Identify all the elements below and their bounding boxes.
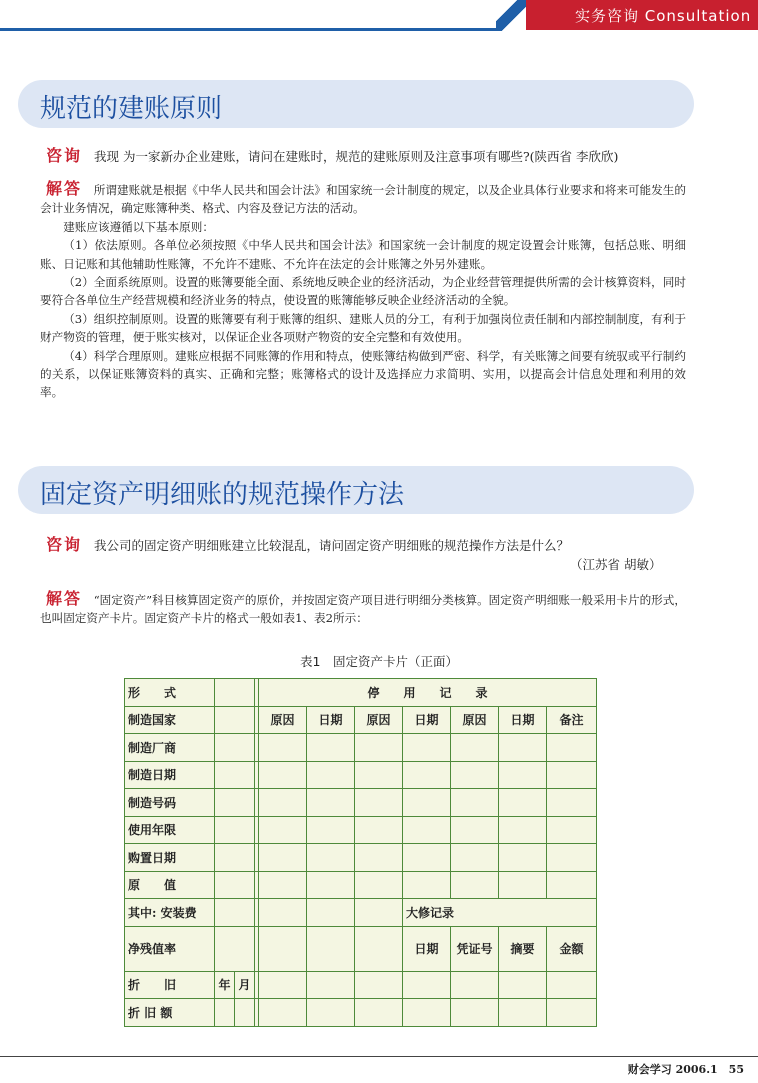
column-header: 凭证号 xyxy=(451,926,499,971)
answer-paragraph: “固定资产”科目核算固定资产的原价，并按固定资产项目进行明细分类核算。固定资产明细账一般采用卡片的形式，也叫固定资产卡片。固定资产卡片的格式一般如表1、表2所示： xyxy=(40,593,686,626)
answer-label: 解答 xyxy=(46,179,83,198)
footer-rule xyxy=(0,1056,758,1057)
column-header: 备注 xyxy=(547,706,597,734)
table-cell xyxy=(215,706,255,734)
header-rule xyxy=(0,28,520,31)
answer-paragraph: 建账应该遵循以下基本原则： xyxy=(63,219,214,234)
row-label: 购置日期 xyxy=(125,844,215,872)
row-label: 折 旧 xyxy=(125,971,215,999)
table-row xyxy=(125,789,597,817)
section-title: 规范的建账原则 xyxy=(40,94,223,124)
answer-intro xyxy=(40,180,686,218)
table-row xyxy=(125,706,597,734)
row-label: 制造国家 xyxy=(125,706,215,734)
answer-paragraph: （4）科学合理原则。建账应根据不同账簿的作用和特点，使账簿结构做到严密、科学，有关账簿之间要有统驭或平行制约的关系，以保证账簿资料的真实、正确和完整；账簿格式的设计及选择应力求简明、实用，以提高会计信息处理和利用的效率。 xyxy=(40,348,686,400)
column-header: 摘要 xyxy=(499,926,547,971)
question-source: （江苏省 胡敏） xyxy=(570,557,662,572)
table-row xyxy=(125,844,597,872)
table-row xyxy=(125,899,597,927)
question-label: 咨询 xyxy=(46,146,83,165)
row-label: 使用年限 xyxy=(125,816,215,844)
section-title: 固定资产明细账的规范操作方法 xyxy=(40,480,405,510)
table-row xyxy=(125,926,597,971)
column-header: 原因 xyxy=(259,706,307,734)
column-header: 日期 xyxy=(307,706,355,734)
table-row xyxy=(125,761,597,789)
answer-intro xyxy=(40,590,686,628)
row-label: 原 值 xyxy=(125,871,215,899)
question-text: 我公司的固定资产明细账建立比较混乱，请问固定资产明细账的规范操作方法是什么？ xyxy=(94,538,570,553)
row-label: 形 式 xyxy=(125,679,215,707)
month-label: 月 xyxy=(235,971,255,999)
stop-record-header: 停 用 记 录 xyxy=(259,679,597,707)
column-title: 实务咨询 Consultation xyxy=(575,7,752,25)
column-header: 日期 xyxy=(403,706,451,734)
answer-block xyxy=(40,590,686,628)
answer-label: 解答 xyxy=(46,589,83,608)
year-label: 年 xyxy=(215,971,235,999)
question xyxy=(46,143,618,166)
column-header: 原因 xyxy=(355,706,403,734)
table-row xyxy=(125,679,597,707)
row-label: 折 旧 额 xyxy=(125,999,215,1027)
table-row xyxy=(125,871,597,899)
answer-paragraph: （1）依法原则。各单位必须按照《中华人民共和国会计法》和国家统一会计制度的规定设置会计账簿，包括总账、明细账、日记账和其他辅助性账簿，不允许不建账、不允许在法定的会计账簿之外另外建账。 xyxy=(40,238,686,271)
answer-paragraph: （2）全面系统原则。设置的账簿要能全面、系统地反映企业的经济活动，为企业经营管理提供所需的会计核算资料，同时要符合各单位生产经营规模和经济业务的特点，使设置的账簿能够反映企业经济活动的全貌。 xyxy=(40,275,686,308)
row-label: 净残值率 xyxy=(125,926,215,971)
answer-paragraph: 所谓建账就是根据《中华人民共和国会计法》和国家统一会计制度的规定，以及企业具体行业要求和将来可能发生的会计业务情况，确定账簿种类、格式、内容及登记方法的活动。 xyxy=(40,183,686,216)
table-caption: 表1 固定资产卡片（正面） xyxy=(300,654,458,669)
page-footer: 财会学习 2006.1 55 xyxy=(627,1063,744,1076)
question-label: 咨询 xyxy=(46,535,83,554)
row-label: 制造日期 xyxy=(125,761,215,789)
row-label: 制造号码 xyxy=(125,789,215,817)
column-header: 原因 xyxy=(451,706,499,734)
answer-paragraph: （3）组织控制原则。设置的账簿要有利于账簿的组织、建账人员的分工，有利于加强岗位责任制和内部控制制度，有利于财产物资的管理，便于账实核对，以保证企业各项财产物资的安全完整和有效使用。 xyxy=(40,311,686,345)
table-cell xyxy=(215,679,255,707)
question xyxy=(46,532,569,555)
column-header: 日期 xyxy=(403,926,451,971)
row-label: 制造厂商 xyxy=(125,734,215,762)
header-stripe-decoration xyxy=(496,0,526,31)
table-row xyxy=(125,816,597,844)
answer-block xyxy=(40,180,686,402)
table-row xyxy=(125,999,597,1027)
column-header: 日期 xyxy=(499,706,547,734)
row-label: 其中: 安装费 xyxy=(125,899,215,927)
table-row xyxy=(125,734,597,762)
fixed-asset-card-table xyxy=(124,678,597,1027)
column-header: 金额 xyxy=(547,926,597,971)
question-text: 我现 为一家新办企业建账，请问在建账时，规范的建账原则及注意事项有哪些?(陕西省 李欣欣) xyxy=(94,149,619,164)
table-row xyxy=(125,971,597,999)
repair-record-header: 大修记录 xyxy=(403,899,597,927)
